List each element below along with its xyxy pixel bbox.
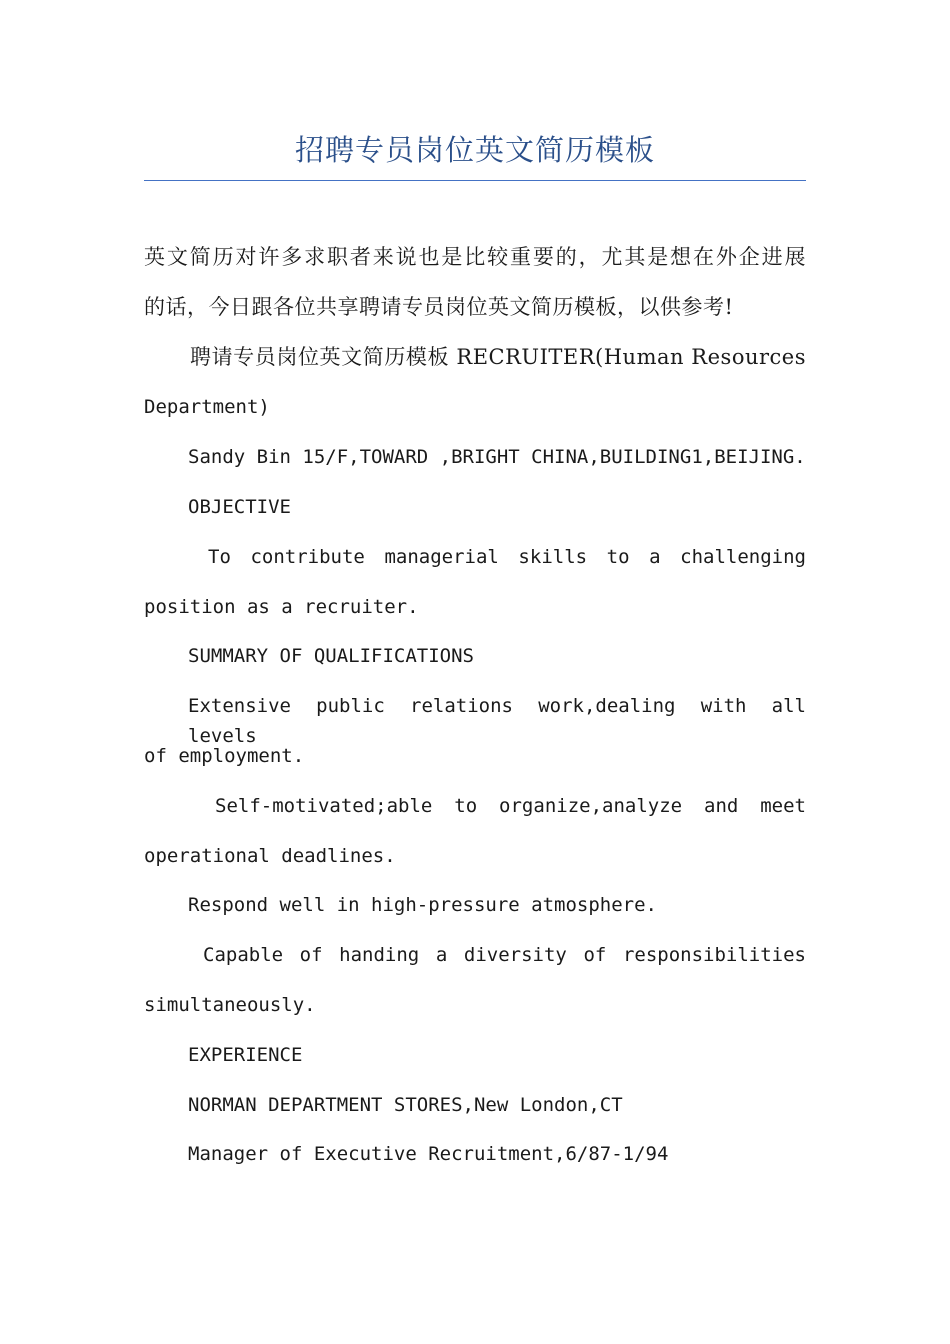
section-summary: SUMMARY OF QUALIFICATIONS — [188, 645, 474, 667]
experience-position: Manager of Executive Recruitment,6/87-1/94 — [188, 1143, 669, 1165]
intro-line-2: 的话，今日跟各位共享聘请专员岗位英文简历模板，以供参考! — [144, 295, 734, 319]
resume-heading-line-2: Department) — [144, 396, 270, 418]
summary-line-2: of employment. — [144, 745, 305, 767]
objective-line-1: To contribute managerial skills to a challenging — [208, 546, 806, 568]
section-objective: OBJECTIVE — [188, 496, 291, 518]
document-title: 招聘专员岗位英文简历模板 — [294, 133, 655, 167]
summary-line-4: operational deadlines. — [144, 845, 396, 867]
experience-employer: NORMAN DEPARTMENT STORES,New London,CT — [188, 1094, 623, 1116]
summary-line-7: simultaneously. — [144, 994, 316, 1016]
objective-line-2: position as a recruiter. — [144, 596, 419, 618]
summary-line-1: Extensive public relations work,dealing with all levels — [188, 695, 806, 747]
title-underline — [144, 180, 806, 181]
resume-heading-line: 聘请专员岗位英文简历模板 RECRUITER(Human Resources — [190, 345, 806, 369]
summary-line-3: Self-motivated;able to organize,analyze and meet — [215, 795, 806, 817]
summary-line-6: Capable of handing a diversity of responsibilities — [203, 944, 806, 966]
contact-line: Sandy Bin 15/F,TOWARD ,BRIGHT CHINA,BUILDING1,BEIJING. — [188, 446, 806, 468]
section-experience: EXPERIENCE — [188, 1044, 303, 1066]
intro-line-1: 英文简历对许多求职者来说也是比较重要的，尤其是想在外企进展 — [144, 245, 806, 269]
summary-line-5: Respond well in high-pressure atmosphere. — [188, 894, 657, 916]
